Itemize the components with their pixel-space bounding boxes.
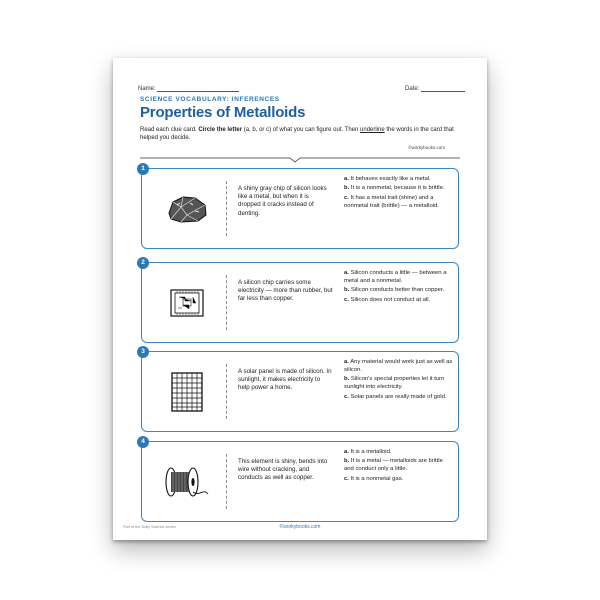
rock-icon bbox=[156, 183, 218, 235]
choice-letter[interactable]: b. bbox=[344, 287, 350, 294]
choice-c[interactable] bbox=[344, 393, 454, 401]
footer-series-note: Part of the Daily Science series bbox=[123, 525, 176, 529]
answer-choices bbox=[344, 175, 454, 211]
instructions-underline: underline bbox=[360, 127, 385, 133]
choice-a[interactable] bbox=[344, 175, 454, 183]
choice-letter[interactable]: a. bbox=[344, 270, 349, 276]
choice-letter[interactable]: b. bbox=[344, 458, 350, 465]
clue-text: This element is shiny, bends into wire without cracking, and conducts as well as copper. bbox=[238, 458, 328, 482]
footer-credit-link[interactable]: ©workybooks.com bbox=[279, 524, 321, 530]
choice-text: Silicon conducts better than copper. bbox=[350, 287, 445, 294]
worksheet-eyebrow: SCIENCE VOCABULARY: INFERENCES bbox=[140, 96, 280, 103]
clue-card-3 bbox=[141, 348, 459, 432]
answer-choices bbox=[344, 358, 454, 402]
choice-text: Silicon's special properties let it turn sunlight into electricity. bbox=[344, 376, 445, 391]
choice-letter[interactable]: c. bbox=[344, 393, 349, 400]
choice-text: Solar panels are really made of gold. bbox=[350, 393, 447, 400]
instructions-text-2: (a, b, or c) of what you can figure out. Then bbox=[242, 127, 361, 133]
answer-choices bbox=[344, 448, 454, 484]
card-divider bbox=[226, 275, 227, 330]
choice-c[interactable] bbox=[344, 296, 454, 304]
choice-b[interactable] bbox=[344, 286, 454, 294]
choice-text: Silicon conducts a little — between a metal and a nonmetal. bbox=[344, 270, 447, 284]
card-number-badge: 3 bbox=[137, 346, 149, 358]
choice-letter[interactable]: a. bbox=[344, 449, 349, 455]
date-field[interactable] bbox=[405, 85, 465, 92]
name-label: Name: bbox=[138, 86, 156, 92]
choice-text: Silicon does not conduct at all. bbox=[350, 296, 431, 303]
choice-letter[interactable]: c. bbox=[344, 194, 349, 201]
card-number-badge: 1 bbox=[137, 163, 149, 175]
choice-b[interactable] bbox=[344, 184, 454, 192]
choice-b[interactable] bbox=[344, 457, 454, 473]
choice-text: It is a metalloid. bbox=[350, 449, 392, 455]
header-divider bbox=[140, 157, 460, 163]
choice-b[interactable] bbox=[344, 375, 454, 391]
clue-card-4 bbox=[141, 438, 459, 522]
choice-letter[interactable]: b. bbox=[344, 376, 350, 383]
clue-text: A shiny gray chip of silicon looks like a metal, but when it is dropped it cracks instead of denting. bbox=[238, 185, 327, 217]
choice-c[interactable] bbox=[344, 194, 454, 210]
clue-text: A silicon chip carries some electricity — more than rubber, but far less than copper. bbox=[238, 279, 333, 303]
choice-letter[interactable]: c. bbox=[344, 296, 349, 303]
answer-choices bbox=[344, 269, 454, 305]
instructions-bold: Circle the letter bbox=[198, 127, 243, 133]
choice-letter[interactable]: a. bbox=[344, 359, 349, 365]
date-blank[interactable] bbox=[421, 85, 465, 92]
card-divider bbox=[226, 454, 227, 509]
choice-text: It is a metal — metalloids are brittle and conduct only a little. bbox=[344, 458, 443, 473]
choice-a[interactable] bbox=[344, 448, 454, 456]
choice-c[interactable] bbox=[344, 475, 454, 483]
instructions bbox=[140, 126, 460, 142]
choice-text: It is a nonmetal gas. bbox=[350, 475, 404, 482]
choice-text: It is a nonmetal, because it is brittle. bbox=[350, 185, 445, 192]
name-field[interactable] bbox=[138, 85, 239, 92]
card-number-badge: 4 bbox=[137, 436, 149, 448]
clue-text: A solar panel is made of silicon. In sunlight, it makes electricity to help power a home. bbox=[238, 368, 332, 392]
instructions-text-1: Read each clue card. bbox=[140, 127, 199, 133]
microchip-icon bbox=[156, 277, 218, 329]
clue-card-1 bbox=[141, 165, 459, 249]
choice-letter[interactable]: c. bbox=[344, 475, 349, 482]
worksheet-page bbox=[113, 58, 487, 540]
credit-top: ©workybooks.com bbox=[408, 145, 445, 150]
name-blank[interactable] bbox=[157, 85, 239, 92]
choice-text: Any material would work just as well as silicon. bbox=[344, 359, 453, 373]
choice-letter[interactable]: a. bbox=[344, 176, 349, 182]
instructions-text-3: the words in the card that helped you decide. bbox=[140, 127, 454, 142]
card-number-badge: 2 bbox=[137, 257, 149, 269]
choice-a[interactable] bbox=[344, 358, 454, 374]
choice-letter[interactable]: b. bbox=[344, 185, 350, 192]
choice-text: It has a metal trait (shine) and a nonmetal trait (brittle) — a metalloid. bbox=[344, 194, 439, 209]
wire-spool-icon bbox=[156, 456, 218, 508]
choice-a[interactable] bbox=[344, 269, 454, 285]
date-label: Date: bbox=[404, 86, 420, 92]
worksheet-title: Properties of Metalloids bbox=[140, 104, 306, 121]
clue-card-2 bbox=[141, 259, 459, 343]
card-divider bbox=[226, 364, 227, 419]
solar-panel-icon bbox=[156, 366, 218, 418]
card-divider bbox=[226, 181, 227, 236]
choice-text: It behaves exactly like a metal. bbox=[350, 176, 431, 182]
